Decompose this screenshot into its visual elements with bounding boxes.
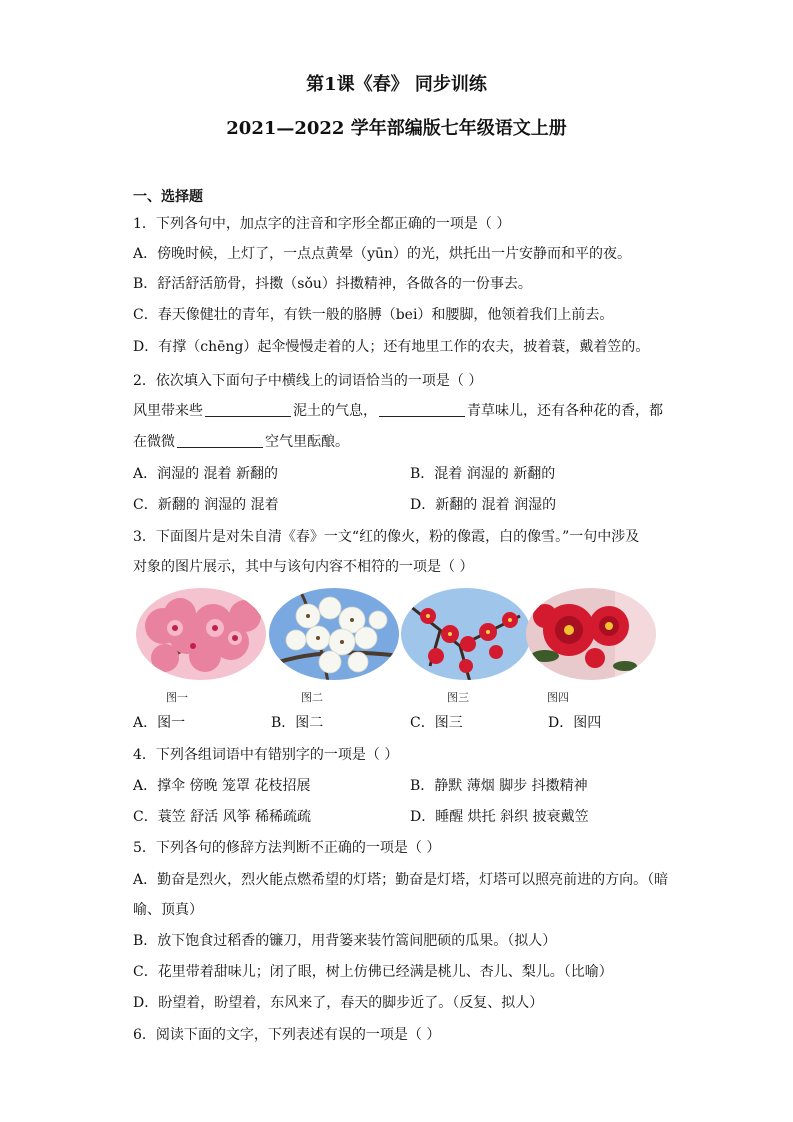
q2-text-3: 青草味儿，还有各种花的香，都 bbox=[467, 403, 663, 419]
q3-stem-line-1: 3．下面图片是对朱自清《春》一文“红的像火，粉的像霞，白的像雪。”一句中涉及 bbox=[133, 529, 640, 545]
q1-option-c: C．春天像健壮的青年，有铁一般的胳膊（bei）和腰脚，他领着我们上前去。 bbox=[133, 307, 614, 323]
q1-option-d: D．有撑（chēng）起伞慢慢走着的人；还有地里工作的农夫，披着蓑，戴着笠的。 bbox=[133, 339, 650, 355]
q1-option-a: A．傍晚时候，上灯了，一点点黄晕（yūn）的光，烘托出一片安静而和平的夜。 bbox=[133, 246, 632, 262]
image-pear-blossom bbox=[268, 586, 400, 682]
q2-stem: 2．依次填入下面句子中横线上的词语恰当的一项是（ ） bbox=[133, 373, 483, 389]
q6-stem: 6．阅读下面的文字，下列表述有误的一项是（ ） bbox=[133, 1027, 441, 1043]
q2-option-a: A．润湿的 混着 新翻的 bbox=[133, 466, 279, 482]
caption-image-2: 图二 bbox=[301, 691, 323, 704]
q5-option-c: C．花里带着甜味儿；闭了眼，树上仿佛已经满是桃儿、杏儿、梨儿。（比喻） bbox=[133, 964, 613, 980]
q5-option-a-line-2: 喻、顶真） bbox=[133, 902, 203, 918]
section-heading: 一、选择题 bbox=[133, 189, 203, 205]
q2-text-4: 在微微 bbox=[133, 434, 175, 450]
page-title: 第1课《春》 同步训练 bbox=[306, 74, 487, 95]
q3-option-d: D．图四 bbox=[548, 715, 602, 731]
q1-option-b: B．舒活舒活筋骨，抖擞（sǒu）抖擞精神，各做各的一份事去。 bbox=[133, 276, 532, 292]
q5-option-a-line-1: A．勤奋是烈火，烈火能点燃希望的灯塔；勤奋是灯塔，灯塔可以照亮前进的方向。（暗 bbox=[133, 872, 669, 888]
image-red-plum-branches bbox=[400, 586, 532, 682]
q2-fill-line-2 bbox=[133, 431, 349, 451]
q1-stem: 1．下列各句中，加点字的注音和字形全都正确的一项是（ ） bbox=[133, 216, 511, 232]
q3-option-b: B．图二 bbox=[271, 715, 324, 731]
q4-option-c: C．蓑笠 舒活 风筝 稀稀疏疏 bbox=[133, 809, 312, 825]
q3-option-c: C．图三 bbox=[410, 715, 463, 731]
q2-text-2: 泥土的气息， bbox=[293, 403, 377, 419]
q4-stem: 4．下列各组词语中有错别字的一项是（ ） bbox=[133, 747, 399, 763]
q2-text-1: 风里带来些 bbox=[133, 403, 203, 419]
caption-image-4: 图四 bbox=[547, 691, 569, 704]
q5-option-b: B．放下饱食过稻香的镰刀，用背篓来装竹篙间肥硕的瓜果。（拟人） bbox=[133, 933, 557, 949]
q4-option-a: A．撑伞 傍晚 笼罩 花枝招展 bbox=[133, 778, 311, 794]
q2-text-5: 空气里酝酿。 bbox=[265, 434, 349, 450]
q2-option-b: B．混着 润湿的 新翻的 bbox=[410, 466, 556, 482]
q2-blank-1 bbox=[205, 402, 291, 417]
q2-blank-2 bbox=[379, 402, 465, 417]
q4-option-b: B．静默 薄烟 脚步 抖擞精神 bbox=[410, 778, 588, 794]
image-peach-blossom bbox=[135, 586, 267, 682]
q2-option-d: D．新翻的 混着 润湿的 bbox=[410, 497, 557, 513]
page-subtitle: 2021—2022 学年部编版七年级语文上册 bbox=[226, 118, 567, 139]
q2-fill-line-1 bbox=[133, 400, 663, 420]
q5-option-d: D．盼望着，盼望着，东风来了，春天的脚步近了。（反复、拟人） bbox=[133, 995, 544, 1011]
q5-stem: 5．下列各句的修辞方法判断不正确的一项是（ ） bbox=[133, 840, 441, 856]
q2-blank-3 bbox=[177, 433, 263, 448]
caption-image-1: 图一 bbox=[166, 691, 188, 704]
q4-option-d: D．睡醒 烘托 斜织 披衰戴笠 bbox=[410, 809, 589, 825]
q3-option-a: A．图一 bbox=[133, 715, 186, 731]
q3-stem-line-2: 对象的图片展示，其中与该句内容不相符的一项是（ ） bbox=[133, 559, 474, 575]
image-red-camellia bbox=[525, 586, 657, 682]
q2-option-c: C．新翻的 润湿的 混着 bbox=[133, 497, 279, 513]
caption-image-3: 图三 bbox=[447, 691, 469, 704]
